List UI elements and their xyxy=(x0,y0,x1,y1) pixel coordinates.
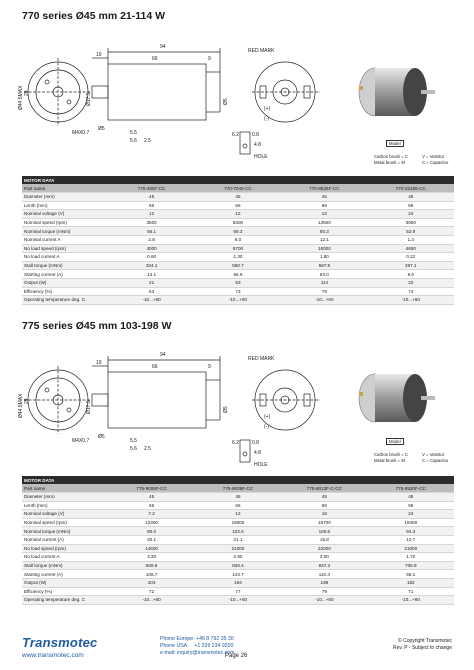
cell-value: 114 xyxy=(281,278,367,287)
dim-29: 29 xyxy=(24,90,30,96)
row-label: Lenth (mm) xyxy=(22,201,108,210)
table-row xyxy=(22,296,454,305)
cell-value: 100.6 xyxy=(281,527,367,536)
cell-value: 66 xyxy=(195,501,281,510)
table-row xyxy=(22,501,454,510)
row-label: Nominal speed (rpm) xyxy=(22,218,108,227)
row-label: Stall torque (mNm) xyxy=(22,261,108,270)
dim-5-6: 5.6 xyxy=(130,446,137,452)
dim-2-5: 2.5 xyxy=(144,446,151,452)
table-row xyxy=(22,587,454,596)
cell-value: 110.4 xyxy=(281,570,367,579)
motor-data-table-775 xyxy=(22,476,454,605)
hole-label: HOLE xyxy=(254,462,268,468)
row-label: Output (W) xyxy=(22,278,108,287)
col-model: 775-9520F-CC xyxy=(368,484,454,493)
dim-shaft-dia: Ø5 xyxy=(98,434,105,440)
cell-value: 71 xyxy=(368,587,454,596)
col-model: 770-7040-CC xyxy=(195,184,281,193)
row-label: Nominal speed (rpm) xyxy=(22,518,108,527)
cell-value: -10...+60 xyxy=(195,596,281,605)
table-row xyxy=(22,527,454,536)
table-row xyxy=(22,570,454,579)
legend-carbon: Carbon brush = C xyxy=(374,452,409,457)
legend-metal: Metal brush = M xyxy=(374,160,405,165)
dim-shaft: 19 xyxy=(96,360,102,366)
cell-value: 66 xyxy=(108,501,194,510)
page-number: Page 26 xyxy=(225,653,248,659)
cell-value: -10...+60 xyxy=(108,596,194,605)
legend-capacitor: C = Capacitor xyxy=(422,458,449,463)
cell-value: 79 xyxy=(281,287,367,296)
cell-value: 4650 xyxy=(368,244,454,253)
cell-value: -10...+60 xyxy=(368,296,454,305)
cell-value: 506.8 xyxy=(108,561,194,570)
cell-value: 0.60 xyxy=(108,253,194,262)
table-row xyxy=(22,278,454,287)
cell-value: 0.22 xyxy=(368,253,454,262)
dim-2-5: 2.5 xyxy=(144,138,151,144)
cell-value: 18400 xyxy=(368,518,454,527)
cell-value: 837.3 xyxy=(281,561,367,570)
plus-terminal: (+) xyxy=(264,106,271,112)
cell-value: 56.9 xyxy=(195,270,281,279)
cell-value: 45 xyxy=(195,493,281,502)
cell-value: -10...+60 xyxy=(195,296,281,305)
dim-shaft: 19 xyxy=(96,52,102,58)
cell-value: 73 xyxy=(195,287,281,296)
cell-value: 52.9 xyxy=(368,227,454,236)
cell-value: 66 xyxy=(281,201,367,210)
table-row xyxy=(22,518,454,527)
dim-0-8: 0.8 xyxy=(252,440,259,446)
cell-value: 14600 xyxy=(108,544,194,553)
dim-4-8: 4.8 xyxy=(254,142,261,148)
cell-value: 1.70 xyxy=(368,553,454,562)
motor-photo-775 xyxy=(345,356,437,434)
dim-rear-dia: Ø5 xyxy=(223,406,229,413)
cell-value: 21000 xyxy=(195,544,281,553)
cell-value: 45 xyxy=(368,193,454,202)
cell-value: 77 xyxy=(195,587,281,596)
cell-value: 8400 xyxy=(195,218,281,227)
row-label: No load speed (rpm) xyxy=(22,544,108,553)
cell-value: 56.1 xyxy=(108,227,194,236)
dim-screw: M4X0.7 xyxy=(72,438,90,444)
dim-5-5: 5.5 xyxy=(130,438,137,444)
dim-9: 9 xyxy=(208,56,211,62)
cell-value: 397.1 xyxy=(368,261,454,270)
cell-value: 53 xyxy=(195,278,281,287)
hole-label: HOLE xyxy=(254,154,268,160)
cell-value: 79 xyxy=(281,587,367,596)
table-row xyxy=(22,227,454,236)
copyright xyxy=(393,638,452,651)
col-model: 770-8525F-CC xyxy=(281,184,367,193)
cell-value: 198 xyxy=(281,578,367,587)
col-model: 775-9009F-CC xyxy=(195,484,281,493)
cell-value: 12 xyxy=(195,510,281,519)
cell-value: 182 xyxy=(368,578,454,587)
row-label: Nominal torque (mNm) xyxy=(22,227,108,236)
cell-value: 45 xyxy=(281,193,367,202)
dim-screw: M4X0.7 xyxy=(72,130,90,136)
col-part-name: Part name xyxy=(22,184,108,193)
dim-5-5: 5.5 xyxy=(130,130,137,136)
cell-value: 66 xyxy=(368,201,454,210)
row-label: Operating temperature deg. C xyxy=(22,296,108,305)
cell-value: 21 xyxy=(108,278,194,287)
dim-29: 29 xyxy=(24,398,30,404)
cell-value: 59.3 xyxy=(195,227,281,236)
row-label: Diameter (mm) xyxy=(22,193,108,202)
row-label: Stall torque (mNm) xyxy=(22,561,108,570)
row-label: Starting current (A) xyxy=(22,570,108,579)
page-footer xyxy=(0,632,474,670)
dim-17-5: Ø17.5 xyxy=(86,400,92,414)
cell-value: 13500 xyxy=(281,218,367,227)
cell-value: 66 xyxy=(195,201,281,210)
red-mark-label: RED MARK xyxy=(248,48,275,54)
cell-value: 3900 xyxy=(368,218,454,227)
table-row xyxy=(22,561,454,570)
table-heading: MOTOR DATA xyxy=(22,476,454,484)
cell-value: 14.1 xyxy=(108,270,194,279)
motor-photo-770 xyxy=(345,50,437,128)
cell-value: 83.0 xyxy=(281,270,367,279)
plus-terminal: (+) xyxy=(264,414,271,420)
cell-value: 66 xyxy=(108,201,194,210)
cell-value: -10...+60 xyxy=(368,596,454,605)
dim-diameter: Ø44.5MAX xyxy=(18,85,24,110)
cell-value: 68.1 xyxy=(368,570,454,579)
row-label: Nominal current (A) xyxy=(22,535,108,544)
cell-value: 15.8 xyxy=(281,535,367,544)
col-model: 775-8013F-C-CC xyxy=(281,484,367,493)
revision-text: Rev. P - Subject to change xyxy=(392,644,452,651)
cell-value: 94.3 xyxy=(368,527,454,536)
cell-value: 6.0 xyxy=(195,235,281,244)
cell-value: 74 xyxy=(368,287,454,296)
technical-drawing-775 xyxy=(20,338,355,468)
cell-value: 18000 xyxy=(195,518,281,527)
cell-value: 1.80 xyxy=(281,253,367,262)
cell-value: 3.00 xyxy=(281,553,367,562)
cell-value: 2.8 xyxy=(108,235,194,244)
cell-value: 72 xyxy=(108,587,194,596)
cell-value: 12 xyxy=(195,210,281,219)
cell-value: 102.6 xyxy=(195,527,281,536)
cell-value: 24 xyxy=(368,510,454,519)
table-row xyxy=(22,287,454,296)
table-row xyxy=(22,235,454,244)
row-label: Lenth (mm) xyxy=(22,501,108,510)
dim-6-2: 6.2 xyxy=(232,132,239,138)
website-link[interactable]: www.transmotec.com xyxy=(22,652,84,659)
table-row xyxy=(22,596,454,605)
cell-value: 705.9 xyxy=(368,561,454,570)
dim-shaft-dia: Ø5 xyxy=(98,126,105,132)
cell-value: 80.3 xyxy=(281,227,367,236)
brand-logo: Transmotec xyxy=(22,635,98,650)
cell-value: 12 xyxy=(281,210,367,219)
cell-value: -10...+60 xyxy=(108,296,194,305)
table-row xyxy=(22,261,454,270)
cell-value: 103 xyxy=(108,578,194,587)
row-label: Operating temperature deg. C xyxy=(22,596,108,605)
cell-value: 80.0 xyxy=(108,527,194,536)
row-label: Nominal voltage (V) xyxy=(22,210,108,219)
dim-length: 94 xyxy=(160,352,166,358)
motor-data-table-770 xyxy=(22,176,454,305)
row-label: Output (W) xyxy=(22,578,108,587)
cell-value: 4000 xyxy=(108,244,194,253)
cell-value: 18 xyxy=(281,510,367,519)
cell-value: 45 xyxy=(281,493,367,502)
table-heading: MOTOR DATA xyxy=(22,176,454,184)
col-model: 770-32165-CC xyxy=(368,184,454,193)
legend-model: Model xyxy=(386,140,404,147)
cell-value: 1.30 xyxy=(195,253,281,262)
cell-value: 194 xyxy=(195,578,281,587)
legend-capacitor: C = Capacitor xyxy=(422,160,449,165)
cell-value: 590.7 xyxy=(195,261,281,270)
section-title-775: 775 series Ø45 mm 103-198 W xyxy=(22,320,172,332)
contact-info xyxy=(160,636,234,657)
col-part-name: Part name xyxy=(22,484,108,493)
legend-varistor: V = Varistor xyxy=(422,452,445,457)
cell-value: 143.7 xyxy=(195,570,281,579)
col-model: 775-9008F-CC xyxy=(108,484,194,493)
cell-value: 45 xyxy=(108,193,194,202)
section-title-770: 770 series Ø45 mm 21-114 W xyxy=(22,10,166,22)
cell-value: 45 xyxy=(195,193,281,202)
row-label: No load current A xyxy=(22,253,108,262)
dim-4-8: 4.8 xyxy=(254,450,261,456)
legend-model: Model xyxy=(386,438,404,445)
row-label: Nominal current A xyxy=(22,235,108,244)
table-row xyxy=(22,201,454,210)
red-mark-label: RED MARK xyxy=(248,356,275,362)
table-row xyxy=(22,270,454,279)
dim-9: 9 xyxy=(208,364,211,370)
copyright-text: © Copyright Transmotec xyxy=(398,638,452,644)
cell-value: 836.4 xyxy=(195,561,281,570)
dim-5-6: 5.6 xyxy=(130,138,137,144)
dim-0-8: 0.8 xyxy=(252,132,259,138)
col-model: 770-4087-CC xyxy=(108,184,194,193)
row-label: No load speed (rpm) xyxy=(22,244,108,253)
legend-metal: Metal brush = M xyxy=(374,458,405,463)
legend-carbon: Carbon brush = C xyxy=(374,154,409,159)
cell-value: 8.6 xyxy=(368,270,454,279)
cell-value: 10.7 xyxy=(368,535,454,544)
cell-value: 21.1 xyxy=(195,535,281,544)
cell-value: 587.9 xyxy=(281,261,367,270)
cell-value: 12 xyxy=(108,210,194,219)
cell-value: 22000 xyxy=(281,544,367,553)
cell-value: 9700 xyxy=(195,244,281,253)
cell-value: 24 xyxy=(368,210,454,219)
legend-varistor: V = Varistor xyxy=(422,154,445,159)
row-label: Diameter (mm) xyxy=(22,493,108,502)
row-label: Efficiency (%) xyxy=(22,287,108,296)
minus-terminal: (-) xyxy=(264,116,269,122)
row-label: No load current A xyxy=(22,553,108,562)
cell-value: 66 xyxy=(368,501,454,510)
cell-value: 20.1 xyxy=(108,535,194,544)
cell-value: 16000 xyxy=(281,244,367,253)
cell-value: 334.1 xyxy=(108,261,194,270)
table-row xyxy=(22,244,454,253)
row-label: Nominal voltage (V) xyxy=(22,510,108,519)
cell-value: 12.1 xyxy=(281,235,367,244)
cell-value: 22 xyxy=(368,278,454,287)
cell-value: 2.80 xyxy=(195,553,281,562)
email-link[interactable]: e-mail: inquiry@transmotec.com xyxy=(160,650,235,656)
table-row xyxy=(22,544,454,553)
phone-usa: Phone USA: +1 339 234 9200 xyxy=(160,643,234,649)
technical-drawing-770 xyxy=(20,30,355,160)
table-row xyxy=(22,535,454,544)
dim-length: 94 xyxy=(160,44,166,50)
cell-value: 3500 xyxy=(108,218,194,227)
dim-body: 66 xyxy=(152,364,158,370)
dim-diameter: Ø44.5MAX xyxy=(18,393,24,418)
cell-value: -10...+60 xyxy=(281,596,367,605)
cell-value: 45 xyxy=(108,493,194,502)
table-row xyxy=(22,553,454,562)
table-row xyxy=(22,253,454,262)
cell-value: -10...+60 xyxy=(281,296,367,305)
cell-value: 66 xyxy=(281,501,367,510)
table-row xyxy=(22,510,454,519)
cell-value: 45 xyxy=(368,493,454,502)
cell-value: 108.7 xyxy=(108,570,194,579)
cell-value: 12300 xyxy=(108,518,194,527)
cell-value: 21000 xyxy=(368,544,454,553)
cell-value: 18700 xyxy=(281,518,367,527)
table-row xyxy=(22,578,454,587)
phone-europe: Phone Europe: +46 8 792 35 30 xyxy=(160,636,234,642)
row-label: Starting current (A) xyxy=(22,270,108,279)
cell-value: 3.20 xyxy=(108,553,194,562)
table-row xyxy=(22,493,454,502)
row-label: Nominal torque (mNm) xyxy=(22,527,108,536)
cell-value: 1.3 xyxy=(368,235,454,244)
table-row xyxy=(22,218,454,227)
table-row xyxy=(22,210,454,219)
dim-6-2: 6.2 xyxy=(232,440,239,446)
row-label: Efficiency (%) xyxy=(22,587,108,596)
cell-value: 63 xyxy=(108,287,194,296)
table-row xyxy=(22,193,454,202)
dim-rear-dia: Ø5 xyxy=(223,98,229,105)
dim-17-5: Ø17.5 xyxy=(86,92,92,106)
cell-value: 7.2 xyxy=(108,510,194,519)
minus-terminal: (-) xyxy=(264,424,269,430)
dim-body: 66 xyxy=(152,56,158,62)
